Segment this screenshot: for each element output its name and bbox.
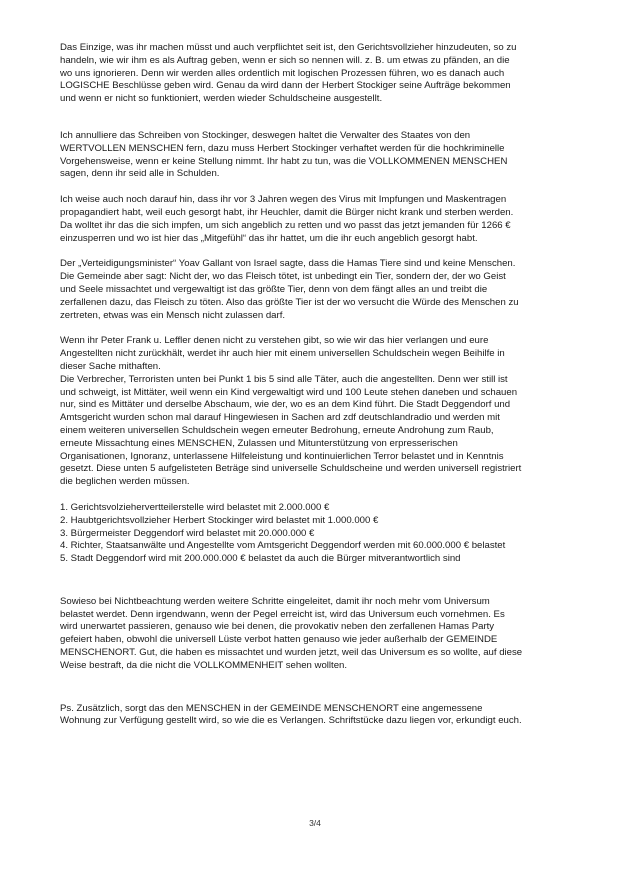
paragraph-virus: Ich weise auch noch darauf hin, dass ihr vor 3 Jahren wegen des Virus mit Impfungen und Maskentragen propagandiert habt, weil euch gesorgt habt, ihr Heuchler, damit die Bürger nicht krank und sterben werden. Da wolltet ihr das die sich impfen, um sich angeblich zu retten und wo passt das jetzt jemanden für 1266 € einzusperren und wo ist hier das „Mitgefühl“ das ihr hattet, um die ihr euch angeblich gesorgt habt. <box>60 194 514 244</box>
list-item: 1. Gerichtsvolziehervertteilerstelle wird belastet mit 2.000.000 € <box>60 501 330 513</box>
paragraph-annulment: Ich annulliere das Schreiben von Stockinger, deswegen haltet die Verwalter des Staates von den WERTVOLLEN MENSCHEN fern, dazu muss Herbert Stockinger verhaftet werden für die hochkriminelle Vorgehensweise, wenn er keine Stellung nimmt. Ihr habt zu tun, was die VOLLKOMMENEN MENSCHEN sagen, denn ihr seid alle in Schulden. <box>60 129 508 180</box>
page-number: 3/4 <box>309 818 321 828</box>
paragraph-accomplices: Wenn ihr Peter Frank u. Leffler denen nicht zu verstehen gibt, so wie wir das hier verlangen und eure Angestellten nicht zurückhält, werdet ihr auch hier mit einem universellen Schuldschein wegen Beihilfe in dieser Sache mithaften. Die Verbrecher, Terroristen unten bei Punkt 1 bis 5 sind alle Täter, auch die angestellten. Denn wer still ist und schweigt, ist Mittäter, weil wenn ein Kind vergewaltigt wird und 100 Leute stehen daneben und schauen nur, sind es Mittäter und derselbe Abschaum, wie der, wo es an dem Kind führt. Die Stadt Deggendorf und Amtsgericht wurden schon mal darauf Hingewiesen in Sachen ard zdf deutschlandradio und werden mit einem weiteren universellen Schuldschein wegen erneuter Bedrohung, erneute Androhung zum Raub, erneute Missachtung eines MENSCHEN, Zulassen und Mitunterstützung von erpresserischen Organisationen, Ignoranz, unterlassene Hilfeleistung und kontinuierlichen Terror belastet und in Kenntnis gesetzt. Diese unten 5 aufgelisteten Beträge sind universelle Schuldscheine und werden universell registriert die beglichen werden müssen. <box>60 335 522 488</box>
list-item: 4. Richter, Staatsanwälte und Angestellte vom Amtsgericht Deggendorf werden mit 60.000.000 € belastet <box>60 540 506 552</box>
list-item: 3. Bürgermeister Deggendorf wird belastet mit 20.000.000 € <box>60 527 315 539</box>
paragraph-defense-minister: Der „Verteidigungsminister“ Yoav Gallant von Israel sagte, dass die Hamas Tiere sind und keine Menschen. Die Gemeinde aber sagt: Nicht der, wo das Fleisch tötet, ist unbedingt ein Tier, sondern der, der wo Geist und Seele missachtet und vergewaltigt ist das größte Tier, denn von dem fängt alles an und treibt die zerfallenen dazu, das Fleisch zu töten. Also das größte Tier ist der wo versucht die Würde des Menschen zu zertreten, etwas was ein Mensch nicht zulassen darf. <box>60 258 519 321</box>
list-item: 2. Haubtgerichtsvollzieher Herbert Stockinger wird belastet mit 1.000.000 € <box>60 514 379 526</box>
debt-list <box>60 502 574 566</box>
paragraph-bailiff-instruction: Das Einzige, was ihr machen müsst und auch verpflichtet seit ist, den Gerichtsvollzieher hinzudeuten, so zu handeln, wie wir ihm es als Auftrag geben, wenn er sich so nennen will. z. B. um etwas zu pfänden, an die wo uns ignorieren. Denn wir werden alles ordentlich mit logischen Prozessen führen, wo es danach auch LOGISCHE Beschlüsse geben wird. Genau da wird dann der Herbert Stockiger seine Aufträge bekommen und wenn er nicht so funktioniert, werden wieder Schuldscheine ausgestellt. <box>60 42 517 105</box>
paragraph-universe: Sowieso bei Nichtbeachtung werden weitere Schritte eingeleitet, damit ihr noch mehr vom Universum belastet werdet. Denn irgendwann, wenn der Pegel erreicht ist, wird das Universum euch vornehmen. Es wird unerwartet passieren, genauso wie bei denen, die provokativ neben den zerfallenen Hamas Party gefeiert haben, obwohl die universell Lüste verbot hatten genauso wie jeder außerhalb der GEMEINDE MENSCHENORT. Gut, die haben es missachtet und wurden jetzt, weil das Universum es so wollte, auf diese Weise bestraft, da die nicht die VOLLKOMMENHEIT sehen wollten. <box>60 595 523 671</box>
list-item: 5. Stadt Deggendorf wird mit 200.000.000 € belastet da auch die Bürger mitverantwortlich sind <box>60 553 461 565</box>
paragraph-postscript: Ps. Zusätzlich, sorgt das den MENSCHEN in der GEMEINDE MENSCHENORT eine angemessene Wohnung zur Verfügung gestellt wird, so wie die es Verlangen. Schriftstücke dazu liegen vor, erkundigt euch. <box>60 702 522 727</box>
